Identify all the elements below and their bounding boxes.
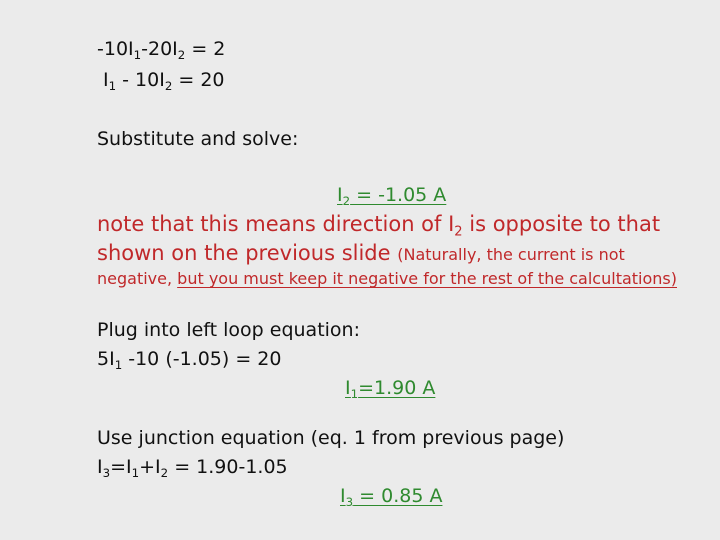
result-i1-sub: 1 — [350, 387, 359, 402]
result-i1-part: I — [345, 377, 351, 399]
equation-junction-part: = 1.90-1.05 — [168, 456, 288, 478]
equation-2-sub: 1 — [108, 79, 117, 94]
equation-left-part: 5I — [97, 348, 115, 370]
equation-1-part: -20I — [141, 38, 178, 60]
result-i2-part: I — [337, 184, 343, 206]
equation-junction-part: +I — [139, 456, 161, 478]
result-i2-part: = -1.05 A — [350, 184, 447, 206]
note-line-3 — [97, 271, 677, 287]
equation-2-part: = 20 — [172, 69, 225, 91]
result-i1-part: =1.90 A — [358, 377, 436, 399]
equation-junction-sub: 3 — [102, 466, 111, 481]
equation-junction-sub: 1 — [131, 466, 140, 481]
equation-1-part: -10I — [97, 38, 134, 60]
equation-junction-part: =I — [110, 456, 132, 478]
result-i3 — [340, 485, 443, 510]
equation-2 — [103, 69, 225, 94]
equation-junction — [97, 456, 288, 481]
equation-1 — [97, 38, 226, 63]
note-line-2 — [97, 243, 625, 264]
equation-2-part: I — [103, 69, 109, 91]
equation-1-sub: 1 — [133, 48, 142, 63]
step-junction: Use junction equation (eq. 1 from previous page) — [97, 427, 565, 449]
note-aside: negative, — [97, 269, 178, 288]
note-line-1 — [97, 212, 661, 240]
result-i3-part: I — [340, 485, 346, 507]
equation-junction-part: I — [97, 456, 103, 478]
note-text: shown on the previous slide — [97, 241, 398, 265]
note-underlined: but you must keep it negative for the rest of the calcultations) — [177, 269, 677, 288]
note-sub: 2 — [454, 224, 463, 240]
result-i3-sub: 3 — [345, 495, 354, 510]
equation-left-part: -10 (-1.05) = 20 — [122, 348, 282, 370]
step-substitute: Substitute and solve: — [97, 128, 299, 150]
note-text: is opposite to that — [462, 212, 661, 236]
equation-junction-sub: 2 — [160, 466, 169, 481]
result-i2 — [337, 184, 447, 209]
result-i2-sub: 2 — [342, 194, 351, 209]
note-aside: (Naturally, the current is not — [397, 245, 625, 264]
note-text: note that this means direction of I — [97, 212, 455, 236]
result-i3-part: = 0.85 A — [353, 485, 443, 507]
equation-2-sub: 2 — [164, 79, 173, 94]
result-i1 — [345, 377, 436, 402]
step-plug: Plug into left loop equation: — [97, 319, 360, 341]
equation-1-sub: 2 — [177, 48, 186, 63]
equation-2-part: - 10I — [116, 69, 165, 91]
equation-left-loop — [97, 348, 282, 373]
equation-1-part: = 2 — [185, 38, 226, 60]
equation-left-sub: 1 — [114, 358, 123, 373]
